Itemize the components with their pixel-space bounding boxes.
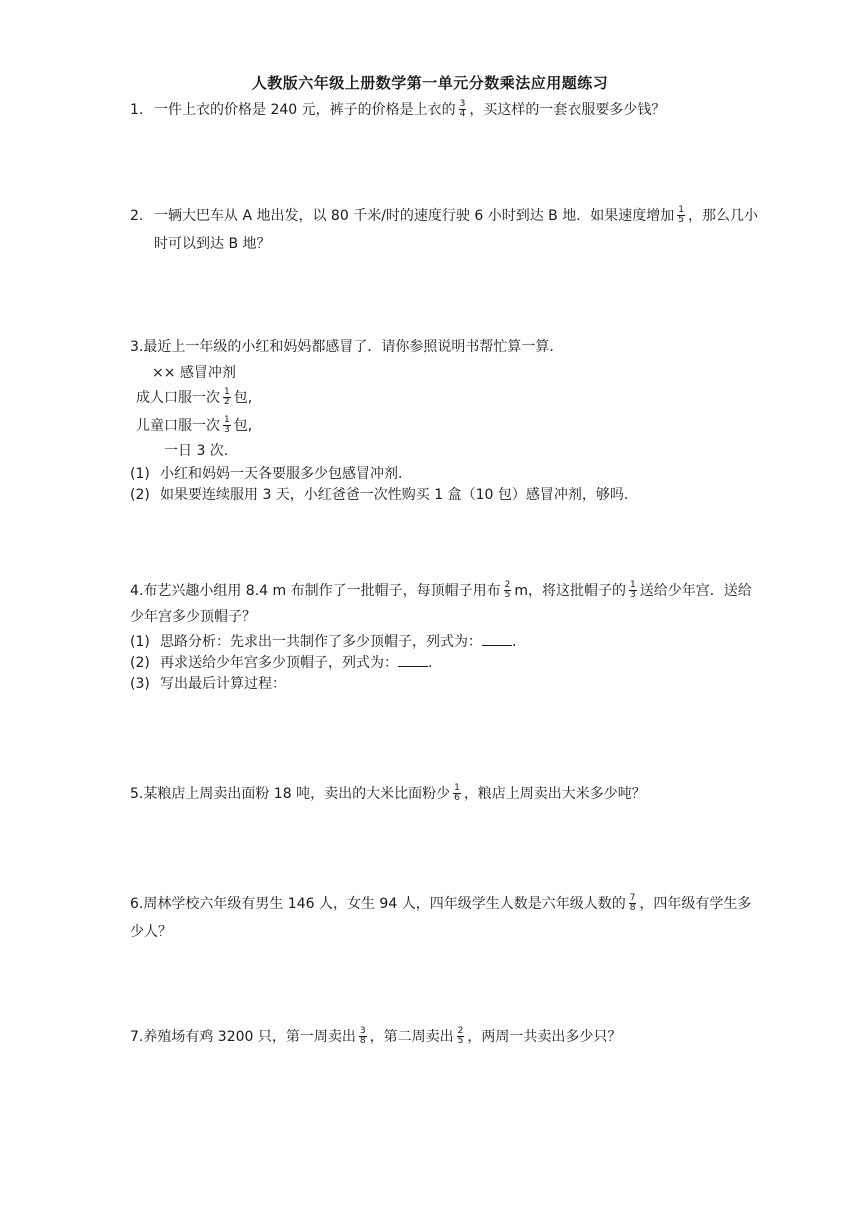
question-text: m，将这批帽子的 (514, 583, 626, 599)
question-text: ，粮店上周卖出大米多少吨？ (463, 786, 646, 802)
question-text: ，第二周卖出 (369, 1029, 454, 1045)
daily-frequency: 一日 3 次. (164, 443, 229, 459)
question-text-line2: 时可以到达 B 地？ (154, 236, 271, 252)
question-text: 7.养殖场有鸡 3200 只，第一周卖出 (130, 1029, 356, 1045)
fraction: $\frac{2}{5}$ (457, 1025, 464, 1046)
question-text: ，两周一共卖出多少只？ (467, 1029, 622, 1045)
fraction: $\frac{1}{6}$ (454, 782, 460, 803)
sub-question-2: (2) 如果要连续服用 3 天，小红爸爸一次性购买 1 盒（10 包）感冒冲剂，够吗. (130, 487, 629, 503)
sub-question-1: (1) 小红和妈妈一天各要服多少包感冒冲剂. (130, 466, 403, 482)
question-text-line2: 少年宫多少顶帽子？ (130, 609, 256, 625)
sub-question-1: (1) 思路分析：先求出一共制作了多少顶帽子，列式为： . (130, 634, 517, 650)
child-dosage: 儿童口服一次 $\frac{1}{3}$ 包, (136, 414, 253, 435)
adult-dosage: 成人口服一次 $\frac{1}{2}$ 包, (136, 386, 253, 407)
fraction: $\frac{3}{8}$ (359, 1025, 366, 1046)
sub-question-3: (3) 写出最后计算过程： (130, 676, 286, 692)
fraction: $\frac{3}{4}$ (459, 98, 466, 119)
question-3 (130, 336, 810, 506)
question-text: ，买这样的一套衣服要多少钱？ (469, 102, 666, 118)
question-5 (130, 783, 810, 805)
question-2 (130, 205, 810, 255)
question-4 (130, 580, 810, 695)
question-6 (130, 893, 810, 943)
question-text-line2: 少人？ (130, 924, 172, 940)
answer-blank[interactable] (398, 654, 428, 667)
page-title: 人教版六年级上册数学第一单元分数乘法应用题练习 (251, 74, 609, 92)
question-text: 6.周林学校六年级有男生 146 人，女生 94 人，四年级学生人数是六年级人数的 (130, 896, 626, 912)
question-7 (130, 1026, 810, 1048)
sub-question-2: (2) 再求送给少年宫多少顶帽子，列式为： . (130, 655, 433, 671)
question-number: 2. (130, 208, 144, 224)
fraction: $\frac{1}{5}$ (678, 204, 684, 225)
fraction: $\frac{7}{8}$ (629, 892, 636, 913)
question-number: 1. (130, 102, 144, 118)
question-text: 一辆大巴车从 A 地出发，以 80 千米/时的速度行驶 6 小时到达 B 地．如果速度增加 (154, 208, 675, 224)
fraction: $\frac{1}{3}$ (629, 579, 636, 600)
question-text: ，四年级有学生多 (639, 896, 752, 912)
question-text: ，那么几小 (687, 208, 758, 224)
question-text: 一件上衣的价格是 240 元，裤子的价格是上衣的 (154, 102, 456, 118)
question-text: 5.某粮店上周卖出面粉 18 吨，卖出的大米比面粉少 (130, 786, 451, 802)
question-1 (130, 99, 810, 121)
question-text: 送给少年宫．送给 (639, 583, 752, 599)
question-text: 4.布艺兴趣小组用 8.4 m 布制作了一批帽子，每顶帽子用布 (130, 583, 501, 599)
medicine-name: ×× 感冒冲剂 (152, 365, 236, 381)
fraction: $\frac{2}{5}$ (504, 579, 511, 600)
answer-blank[interactable] (482, 633, 512, 646)
question-text: 3.最近上一年级的小红和妈妈都感冒了．请你参照说明书帮忙算一算． (130, 339, 564, 355)
